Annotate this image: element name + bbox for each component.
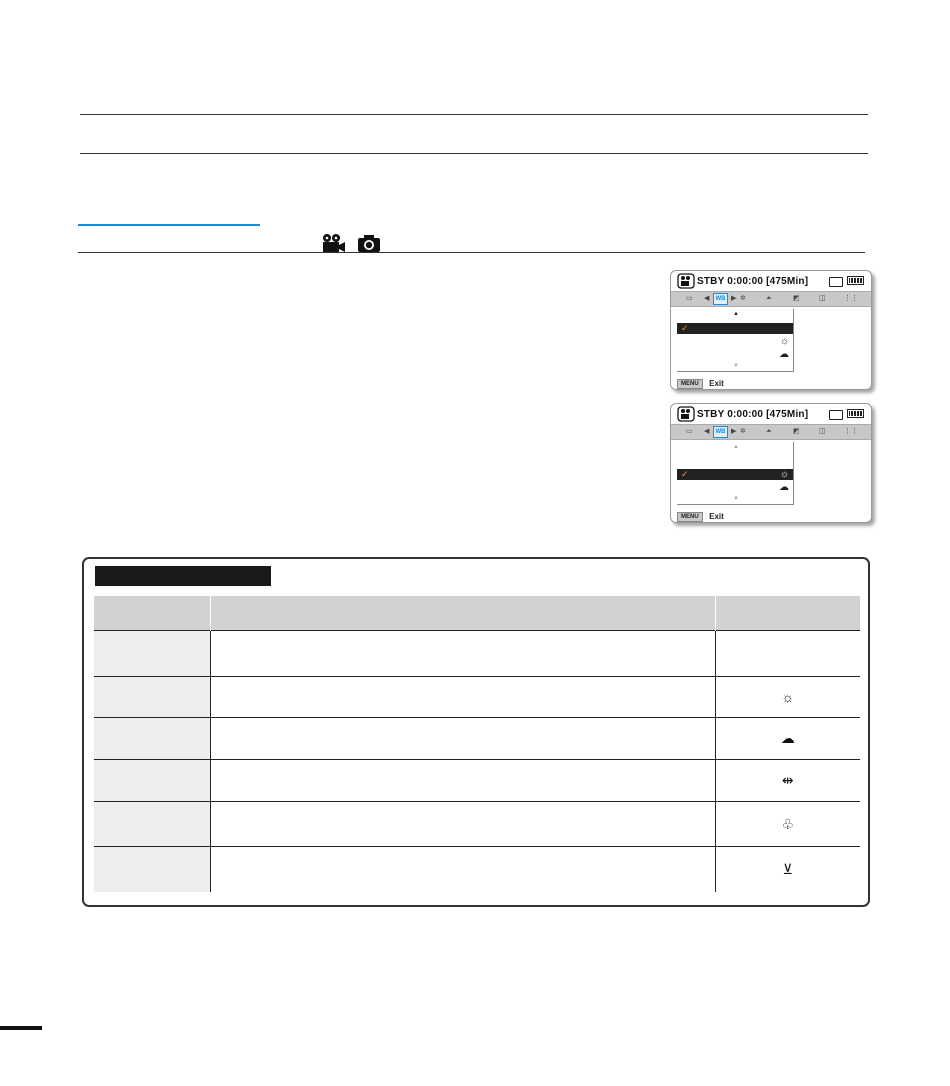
dis-icon: ◫ — [819, 295, 826, 302]
table-row — [94, 631, 860, 677]
lcd-footer[interactable] — [677, 508, 724, 522]
list-item[interactable] — [677, 469, 793, 480]
zoom-icon: ⋮⋮ — [844, 428, 858, 435]
menu-tag: MENU — [677, 512, 703, 522]
row-item-cell — [94, 802, 210, 847]
table-row — [94, 760, 860, 802]
sun-icon: ☼ — [779, 336, 789, 347]
focus-icon: ⏶ — [766, 428, 772, 435]
header-item — [94, 596, 210, 631]
lcd-menu-bar — [671, 291, 871, 307]
memory-card-icon — [829, 277, 843, 287]
list-item[interactable] — [677, 482, 793, 493]
dis-icon: ◫ — [819, 428, 826, 435]
lcd-option-list — [677, 442, 794, 505]
scroll-down-icon[interactable]: ▼ — [733, 496, 739, 502]
white-balance-icon: WB — [713, 426, 728, 438]
white-balance-icon: WB — [713, 293, 728, 305]
row-item-cell — [94, 718, 210, 760]
lcd-status-bar — [671, 271, 871, 291]
row-item-cell — [94, 631, 210, 677]
custom-wb-icon: ⊻ — [715, 847, 860, 892]
row-display-cell — [715, 631, 860, 677]
row-contents-cell — [210, 847, 715, 892]
battery-icon — [847, 276, 864, 285]
header-display — [715, 596, 860, 631]
iscene-icon: ▭ — [686, 295, 693, 302]
lcd-screen-1 — [670, 270, 872, 390]
panel-title-bar — [95, 566, 271, 586]
arrow-right-icon: ▶ — [731, 428, 737, 435]
lcd-option-list — [677, 309, 794, 372]
row-contents-cell — [210, 802, 715, 847]
cloud-icon: ☁ — [779, 482, 789, 493]
header-contents — [210, 596, 715, 631]
tungsten-icon: ♧ — [715, 802, 860, 847]
exit-label: Exit — [709, 512, 724, 522]
row-contents-cell — [210, 631, 715, 677]
exposure-icon: ✲ — [740, 428, 746, 435]
table-header-row — [94, 596, 860, 631]
table-row — [94, 802, 860, 847]
battery-icon — [847, 409, 864, 418]
row-contents-cell — [210, 760, 715, 802]
scroll-up-icon[interactable]: ▲ — [733, 311, 739, 317]
focus-icon: ⏶ — [766, 295, 772, 302]
camcorder-mode-icon — [677, 406, 695, 422]
exposure-icon: ✲ — [740, 295, 746, 302]
photo-camera-icon — [357, 234, 381, 258]
table-row — [94, 677, 860, 718]
list-item[interactable] — [677, 323, 793, 334]
cloud-icon: ☁ — [715, 718, 860, 760]
scroll-up-icon[interactable]: ▲ — [733, 444, 739, 450]
backlight-icon: ◩ — [793, 295, 800, 302]
row-item-cell — [94, 760, 210, 802]
check-icon: ✓ — [681, 469, 689, 479]
lcd-status-text: STBY 0:00:00 [475Min] — [697, 276, 809, 287]
cloud-icon: ☁ — [779, 349, 789, 360]
menu-tag: MENU — [677, 379, 703, 389]
page-marker-bar — [0, 1026, 42, 1030]
memory-card-icon — [829, 410, 843, 420]
video-camera-icon — [320, 233, 346, 258]
exit-label: Exit — [709, 379, 724, 389]
fluorescent-icon: ⇹ — [715, 760, 860, 802]
check-icon: ✓ — [681, 323, 689, 333]
section-heading-underline-blue — [78, 224, 260, 226]
list-item[interactable] — [677, 456, 793, 467]
lcd-screen-2 — [670, 403, 872, 523]
lcd-footer[interactable] — [677, 375, 724, 389]
top-rule-2 — [80, 153, 868, 154]
arrow-left-icon: ◀ — [704, 295, 710, 302]
white-balance-table — [94, 596, 860, 892]
lcd-status-bar — [671, 404, 871, 424]
row-item-cell — [94, 847, 210, 892]
top-rule — [80, 114, 868, 115]
lcd-menu-bar — [671, 424, 871, 440]
list-item[interactable] — [677, 336, 793, 347]
scroll-down-icon[interactable]: ▼ — [733, 363, 739, 369]
arrow-left-icon: ◀ — [704, 428, 710, 435]
camcorder-mode-icon — [677, 273, 695, 289]
section-heading-rule — [78, 252, 865, 253]
zoom-icon: ⋮⋮ — [844, 295, 858, 302]
backlight-icon: ◩ — [793, 428, 800, 435]
table-row — [94, 847, 860, 892]
table-row — [94, 718, 860, 760]
row-contents-cell — [210, 677, 715, 718]
submenu-items-panel — [82, 557, 870, 907]
arrow-right-icon: ▶ — [731, 295, 737, 302]
row-contents-cell — [210, 718, 715, 760]
row-item-cell — [94, 677, 210, 718]
iscene-icon: ▭ — [686, 428, 693, 435]
sun-icon: ☼ — [715, 677, 860, 718]
sun-icon: ☼ — [779, 469, 789, 480]
lcd-status-text: STBY 0:00:00 [475Min] — [697, 409, 809, 420]
list-item[interactable] — [677, 349, 793, 360]
